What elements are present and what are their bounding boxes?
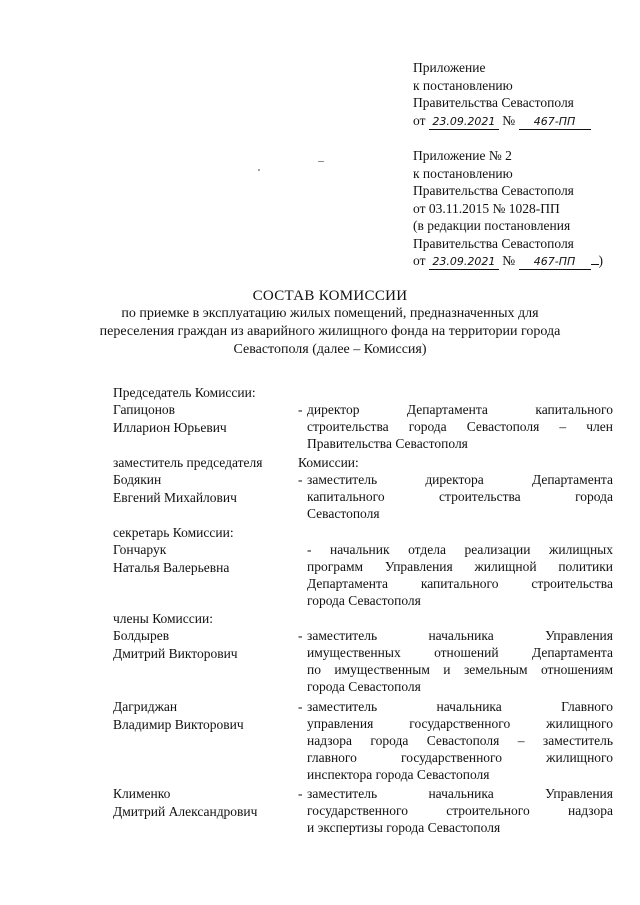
member-position (307, 401, 613, 452)
title-line-2: по приемке в эксплуатацию жилых помещений, предназначенных для (121, 306, 539, 321)
position-line: программ Управления жилищной политики (307, 559, 613, 574)
scan-speck (258, 169, 260, 171)
position-line: строительства города Севастополя – член (307, 419, 613, 434)
section-deputy-part-1: заместитель председателя (113, 455, 263, 470)
annex-2-ot: от (413, 253, 426, 268)
position-line: заместитель начальника Управления (307, 628, 613, 643)
member-dash: - (298, 472, 303, 487)
annex-2-date-line (413, 252, 623, 270)
section-deputy (113, 454, 359, 471)
position-line: города Севастополя (307, 593, 421, 608)
position-line: директор Департамента капитального (307, 402, 613, 417)
position-line: Департамента капитального строительства (307, 576, 613, 591)
annex-2-line-6: Правительства Севастополя (413, 235, 574, 251)
member-surname: Гончарук (113, 542, 167, 557)
annex-1-date-line (413, 112, 623, 130)
position-line: главного государственного жилищного (307, 750, 613, 765)
annex-2-date: 23.09.2021 (429, 255, 499, 270)
position-line: Правительства Севастополя (307, 436, 468, 451)
section-deputy-part-2: Комиссии: (298, 455, 359, 470)
member-position (307, 541, 613, 609)
annex-1-line-1: Приложение (413, 60, 486, 75)
annex-1-no-sign: № (502, 112, 516, 128)
member-surname: Болдырев (113, 628, 170, 643)
annex-1-date: 23.09.2021 (429, 115, 499, 130)
position-line: государственного строительного надзора (307, 803, 613, 818)
member-given-name: Владимир Викторович (113, 717, 244, 732)
annex-2-line-5: (в редакции постановления (413, 218, 571, 233)
annex-1-line-3: Правительства Севастополя (413, 95, 574, 110)
position-line: города Севастополя (307, 679, 421, 694)
annex-2-line-2: к постановлению (413, 165, 513, 181)
member-position (307, 698, 613, 783)
section-secretary: секретарь Комиссии: (113, 525, 234, 540)
annex-2-line-4: от 03.11.2015 № 1028-ПП (413, 200, 560, 216)
position-line: - начальник отдела реализации жилищных (307, 542, 613, 557)
annex-2-close-paren: ) (598, 253, 603, 268)
section-chair: Председатель Комиссии: (113, 385, 256, 400)
member-given-name: Дмитрий Викторович (113, 646, 238, 661)
position-line: Севастополя (307, 506, 380, 521)
position-line: управления государственного жилищного (307, 716, 613, 731)
scan-speck (318, 161, 324, 162)
annex-2-no-sign: № (502, 253, 516, 268)
member-given-name: Евгений Михайлович (113, 490, 237, 505)
position-line: надзора города Севастополя – заместитель (307, 733, 613, 748)
member-surname: Клименко (113, 786, 171, 801)
member-surname: Гапицонов (113, 402, 176, 417)
member-position (307, 627, 613, 695)
member-surname: Дагриджан (113, 699, 178, 714)
section-members: члены Комиссии: (113, 611, 213, 626)
position-line: имущественных отношений Департамента (307, 645, 613, 660)
member-surname: Бодякин (113, 472, 162, 487)
position-line: заместитель начальника Главного (307, 699, 613, 714)
member-dash: - (298, 628, 303, 643)
member-dash: - (298, 699, 303, 714)
annex-1-number: 467-ПП (519, 115, 591, 130)
title-line-3: переселения граждан из аварийного жилищного фонда на территории города (99, 324, 561, 339)
document-title (60, 287, 600, 359)
position-line: заместитель начальника Управления (307, 786, 613, 801)
annex-1-block (413, 59, 623, 130)
member-given-name: Дмитрий Александрович (113, 804, 258, 819)
member-position (307, 785, 613, 836)
member-given-name: Илларион Юрьевич (113, 420, 227, 435)
title-main: СОСТАВ КОМИССИИ (252, 288, 408, 304)
member-dash: - (298, 402, 303, 417)
annex-1-ot: от (413, 112, 426, 128)
position-line: заместитель директора Департамента (307, 472, 613, 487)
annex-2-block (413, 147, 623, 270)
position-line: капитального строительства города (307, 489, 613, 504)
title-line-4: Севастополя (далее – Комиссия) (233, 342, 427, 357)
member-position (307, 471, 613, 522)
position-line: инспектора города Севастополя (307, 767, 490, 782)
annex-2-line-3: Правительства Севастополя (413, 183, 574, 198)
annex-2-blank (591, 252, 599, 265)
annex-2-number: 467-ПП (519, 255, 591, 270)
member-given-name: Наталья Валерьевна (113, 560, 230, 575)
member-dash: - (298, 786, 303, 801)
position-line: по имущественным и земельным отношениям (307, 662, 613, 677)
annex-1-line-2: к постановлению (413, 77, 513, 93)
annex-2-line-1: Приложение № 2 (413, 148, 512, 163)
position-line: и экспертизы города Севастополя (307, 820, 501, 835)
